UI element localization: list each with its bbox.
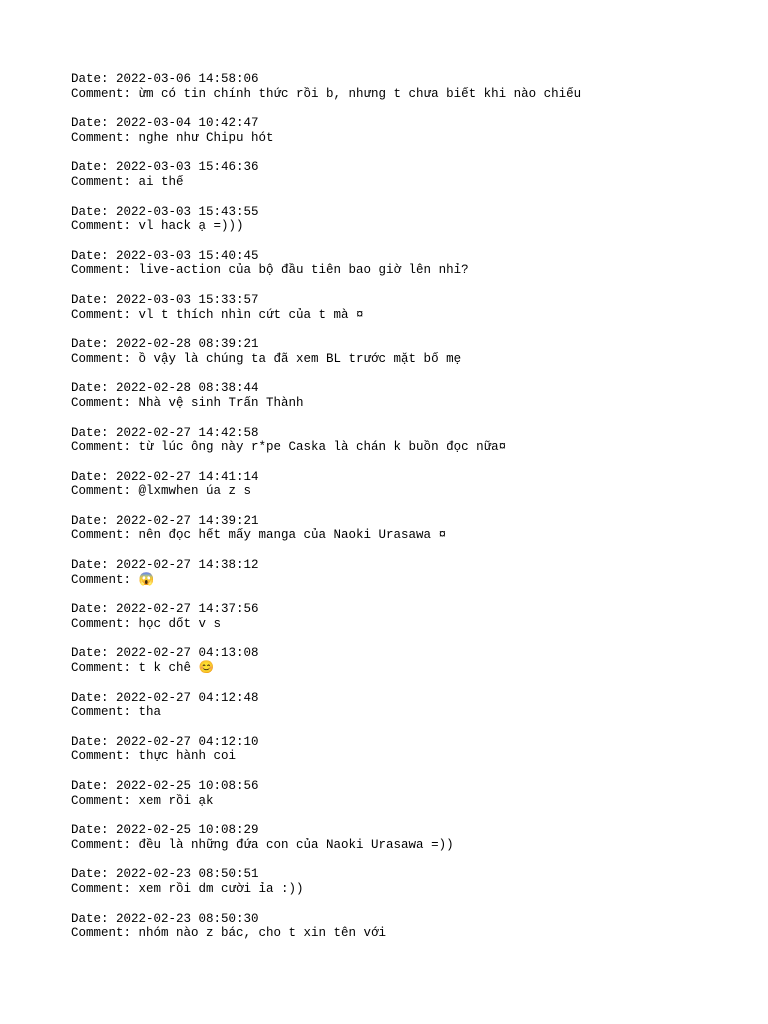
entry-date: 2022-02-27 14:42:58 xyxy=(116,425,259,440)
entry-comment-line xyxy=(71,573,751,588)
entry-comment-line xyxy=(71,484,751,499)
comment-entry xyxy=(71,337,751,366)
date-prefix: Date: xyxy=(71,823,117,838)
entry-date: 2022-02-27 14:39:21 xyxy=(116,513,259,528)
entry-comment: vl t thích nhìn cứt của t mà ¤ xyxy=(138,307,364,322)
entry-comment: nhóm nào z bác, cho t xin tên với xyxy=(138,926,387,941)
entry-date: 2022-03-04 10:42:47 xyxy=(116,116,259,131)
entry-date-line xyxy=(71,867,751,882)
entry-date-line xyxy=(71,691,751,706)
entry-comment: xem rồi dm cười ỉa :)) xyxy=(138,881,304,896)
date-prefix: Date: xyxy=(71,558,117,573)
entry-date-line xyxy=(71,646,751,661)
entry-comment-line xyxy=(71,794,751,809)
entry-date: 2022-03-03 15:43:55 xyxy=(116,204,259,219)
date-prefix: Date: xyxy=(71,425,117,440)
comment-entry xyxy=(71,823,751,852)
comment-entry xyxy=(71,912,751,941)
entry-comment-line xyxy=(71,617,751,632)
date-prefix: Date: xyxy=(71,690,117,705)
entry-comment: ai thế xyxy=(138,174,184,189)
date-prefix: Date: xyxy=(71,292,117,307)
date-prefix: Date: xyxy=(71,469,117,484)
date-prefix: Date: xyxy=(71,867,117,882)
entry-comment: ồ vậy là chúng ta đã xem BL trước mặt bố mẹ xyxy=(138,351,462,366)
date-prefix: Date: xyxy=(71,160,117,175)
comment-entry xyxy=(71,691,751,720)
entry-date: 2022-02-27 04:13:08 xyxy=(116,646,259,661)
entry-comment: thực hành coi xyxy=(138,749,237,764)
comment-entry xyxy=(71,779,751,808)
date-prefix: Date: xyxy=(71,911,117,926)
entry-comment-line xyxy=(71,396,751,411)
entry-date-line xyxy=(71,514,751,529)
entry-comment: học dốt v s xyxy=(138,616,222,631)
comment-prefix: Comment: xyxy=(71,440,139,455)
comment-prefix: Comment: xyxy=(71,881,139,896)
comment-entry xyxy=(71,205,751,234)
date-prefix: Date: xyxy=(71,116,117,131)
entry-date-line xyxy=(71,72,751,87)
entry-date: 2022-03-03 15:33:57 xyxy=(116,292,259,307)
entry-comment-line xyxy=(71,705,751,720)
entry-comment: từ lúc ông này r*pe Caska là chán k buồn đọc nữa¤ xyxy=(138,440,507,455)
comment-entry xyxy=(71,293,751,322)
entry-date-line xyxy=(71,558,751,573)
entry-comment-line xyxy=(71,749,751,764)
date-prefix: Date: xyxy=(71,204,117,219)
entry-comment: @lxmwhen úa z s xyxy=(138,484,252,499)
entry-comment: t k chê 😊 xyxy=(138,661,215,676)
entry-comment-line xyxy=(71,263,751,278)
entry-comment: ừm có tin chính thức rồi b, nhưng t chưa biết khi nào chiếu xyxy=(138,86,582,101)
comment-prefix: Comment: xyxy=(71,572,139,587)
entry-comment-line xyxy=(71,528,751,543)
entry-date: 2022-02-27 14:38:12 xyxy=(116,558,259,573)
entry-date-line xyxy=(71,293,751,308)
entry-comment-line xyxy=(71,440,751,455)
comment-prefix: Comment: xyxy=(71,130,139,145)
comment-entry xyxy=(71,514,751,543)
date-prefix: Date: xyxy=(71,734,117,749)
comment-prefix: Comment: xyxy=(71,351,139,366)
comment-entry xyxy=(71,558,751,587)
comment-prefix: Comment: xyxy=(71,926,139,941)
comment-log xyxy=(71,72,751,956)
comment-prefix: Comment: xyxy=(71,484,139,499)
entry-comment: Nhà vệ sinh Trấn Thành xyxy=(138,395,304,410)
entry-comment-line xyxy=(71,926,751,941)
comment-prefix: Comment: xyxy=(71,528,139,543)
comment-prefix: Comment: xyxy=(71,749,139,764)
entry-date: 2022-02-27 04:12:10 xyxy=(116,734,259,749)
date-prefix: Date: xyxy=(71,646,117,661)
entry-date-line xyxy=(71,779,751,794)
comment-entry xyxy=(71,72,751,101)
entry-date: 2022-02-27 04:12:48 xyxy=(116,690,259,705)
entry-date-line xyxy=(71,823,751,838)
entry-date-line xyxy=(71,735,751,750)
entry-comment-line xyxy=(71,175,751,190)
entry-date: 2022-02-25 10:08:56 xyxy=(116,779,259,793)
comment-entry xyxy=(71,867,751,896)
comment-entry xyxy=(71,646,751,675)
entry-date: 2022-02-27 14:37:56 xyxy=(116,602,259,617)
entry-date: 2022-02-28 08:38:44 xyxy=(116,381,259,396)
entry-comment: 😱 xyxy=(138,572,155,587)
entry-date: 2022-03-06 14:58:06 xyxy=(116,72,259,86)
entry-comment-line xyxy=(71,219,751,234)
comment-entry xyxy=(71,249,751,278)
entry-date-line xyxy=(71,249,751,264)
date-prefix: Date: xyxy=(71,513,117,528)
entry-date-line xyxy=(71,426,751,441)
entry-comment: vl hack ạ =))) xyxy=(138,219,244,234)
entry-date: 2022-02-27 14:41:14 xyxy=(116,469,259,484)
entry-comment: xem rồi ạk xyxy=(138,793,214,808)
entry-comment: nghe như Chipu hót xyxy=(138,130,274,145)
entry-date-line xyxy=(71,602,751,617)
comment-prefix: Comment: xyxy=(71,395,139,410)
comment-prefix: Comment: xyxy=(71,174,139,189)
comment-prefix: Comment: xyxy=(71,793,139,808)
comment-prefix: Comment: xyxy=(71,837,139,852)
entry-date: 2022-02-28 08:39:21 xyxy=(116,337,259,352)
comment-entry xyxy=(71,602,751,631)
comment-entry xyxy=(71,735,751,764)
entry-date: 2022-02-23 08:50:30 xyxy=(116,911,259,926)
entry-date-line xyxy=(71,160,751,175)
entry-date-line xyxy=(71,337,751,352)
comment-entry xyxy=(71,470,751,499)
entry-date-line xyxy=(71,381,751,396)
date-prefix: Date: xyxy=(71,248,117,263)
date-prefix: Date: xyxy=(71,779,117,793)
entry-date: 2022-02-25 10:08:29 xyxy=(116,823,259,838)
entry-comment: live-action của bộ đầu tiên bao giờ lên nhỉ? xyxy=(138,263,469,278)
entry-date-line xyxy=(71,470,751,485)
comment-prefix: Comment: xyxy=(71,263,139,278)
comment-prefix: Comment: xyxy=(71,661,139,676)
entry-comment-line xyxy=(71,87,751,102)
comment-entry xyxy=(71,116,751,145)
comment-prefix: Comment: xyxy=(71,705,139,720)
comment-entry xyxy=(71,381,751,410)
comment-prefix: Comment: xyxy=(71,616,139,631)
entry-date-line xyxy=(71,116,751,131)
date-prefix: Date: xyxy=(71,602,117,617)
comment-entry xyxy=(71,160,751,189)
entry-comment-line xyxy=(71,882,751,897)
entry-comment: nên đọc hết mấy manga của Naoki Urasawa ¤ xyxy=(138,528,447,543)
entry-comment: đều là những đứa con của Naoki Urasawa =)) xyxy=(138,837,454,852)
comment-prefix: Comment: xyxy=(71,307,139,322)
entry-comment-line xyxy=(71,352,751,367)
entry-date: 2022-02-23 08:50:51 xyxy=(116,867,259,882)
date-prefix: Date: xyxy=(71,337,117,352)
entry-comment-line xyxy=(71,661,751,676)
comment-entry xyxy=(71,426,751,455)
entry-comment-line xyxy=(71,838,751,853)
date-prefix: Date: xyxy=(71,72,117,86)
comment-prefix: Comment: xyxy=(71,86,139,101)
entry-comment: tha xyxy=(138,705,162,720)
entry-date: 2022-03-03 15:40:45 xyxy=(116,248,259,263)
comment-prefix: Comment: xyxy=(71,219,139,234)
entry-date-line xyxy=(71,912,751,927)
date-prefix: Date: xyxy=(71,381,117,396)
entry-comment-line xyxy=(71,308,751,323)
entry-date: 2022-03-03 15:46:36 xyxy=(116,160,259,175)
entry-date-line xyxy=(71,205,751,220)
entry-comment-line xyxy=(71,131,751,146)
